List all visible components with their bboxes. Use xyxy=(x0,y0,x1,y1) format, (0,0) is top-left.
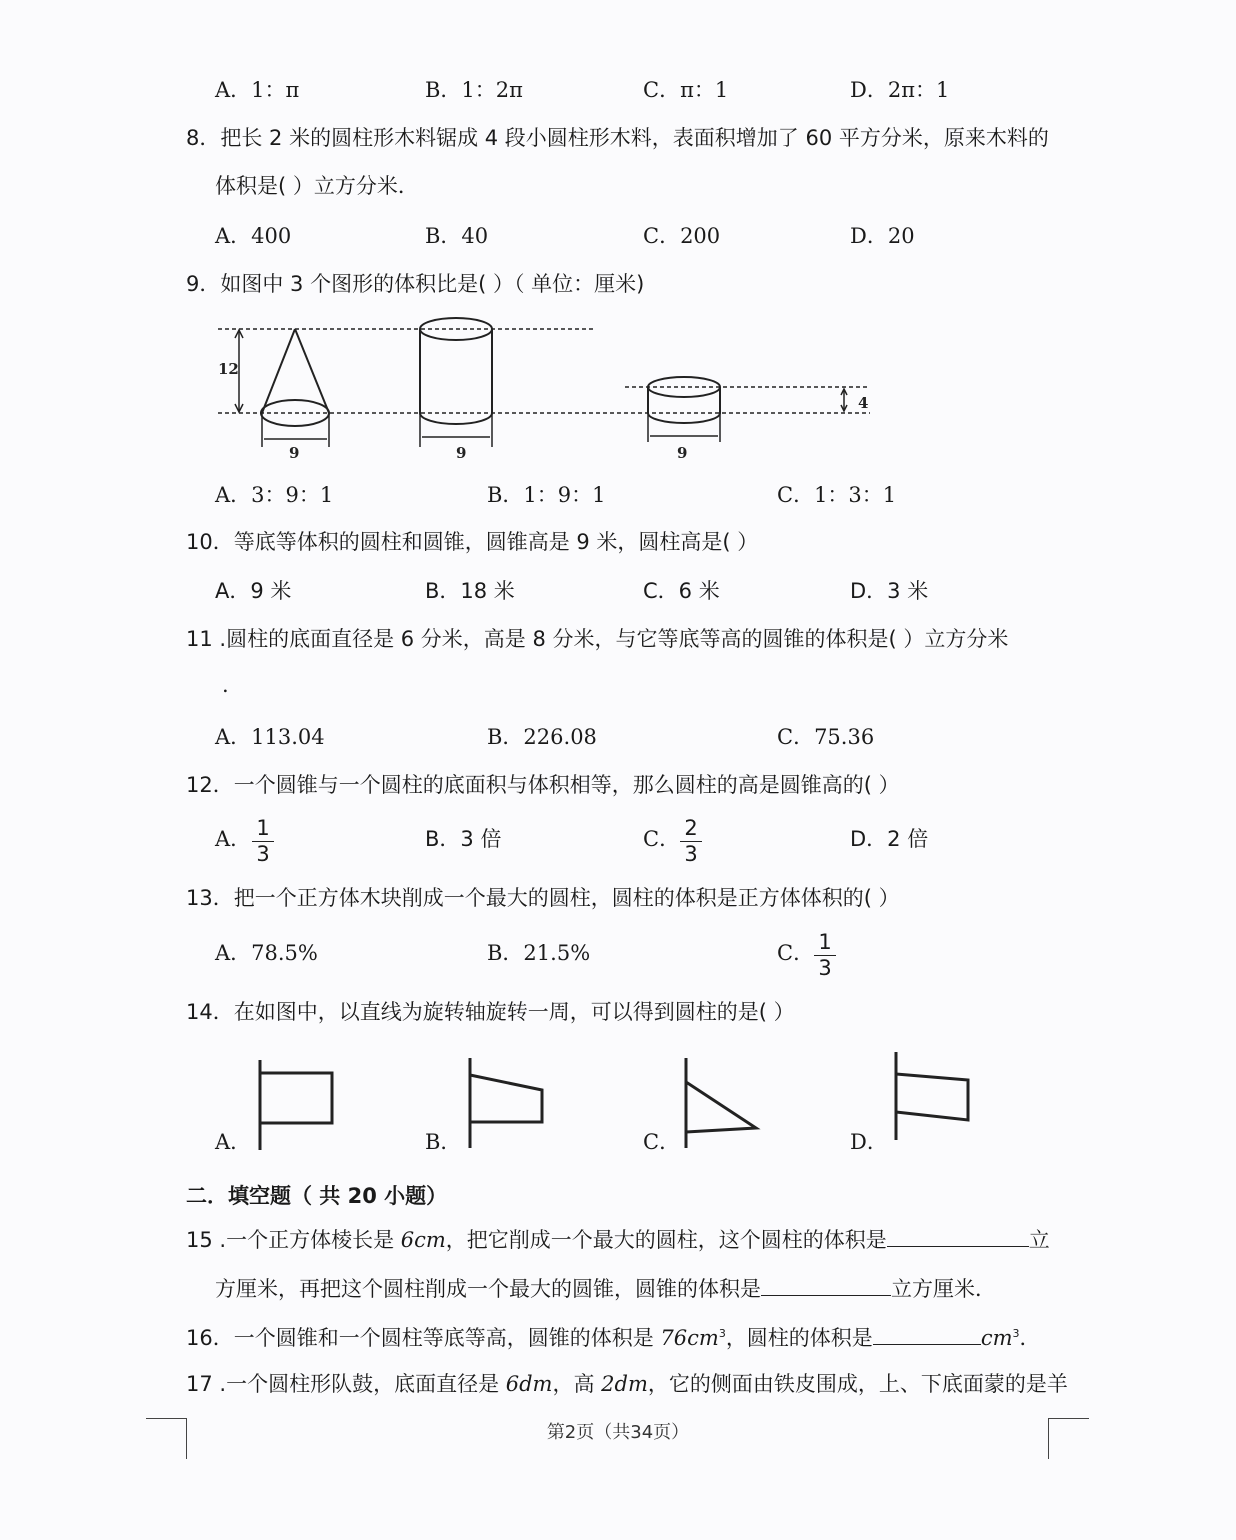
q14-option-d: D． xyxy=(850,1130,888,1154)
q15-blank-2[interactable] xyxy=(761,1277,891,1296)
q16-sup2: 3 xyxy=(1012,1327,1020,1340)
q13-option-a: A．78.5% xyxy=(215,941,318,965)
q14-option-b: B． xyxy=(425,1130,462,1154)
q9-option-a: A．3：9：1 xyxy=(215,483,334,507)
q17-v2: 2dm xyxy=(601,1372,648,1396)
q8-option-c: C．200 xyxy=(643,224,721,248)
q9-label-9a: 9 xyxy=(289,444,300,462)
q7-option-d: D．2π：1 xyxy=(850,78,950,102)
q16-a: 16．一个圆锥和一个圆柱等底等高，圆锥的体积是 xyxy=(186,1326,661,1350)
q16-sup1: 3 xyxy=(718,1327,726,1340)
q15-l1-c: 立 xyxy=(1028,1228,1050,1252)
q17-c: ，它的侧面由铁皮围成，上、下底面蒙的是羊 xyxy=(647,1372,1068,1396)
q9-label-9b: 9 xyxy=(456,444,467,462)
q8-option-b: B．40 xyxy=(425,224,489,248)
q16-c: ． xyxy=(1019,1326,1041,1350)
q15-l2-b: 立方厘米． xyxy=(891,1277,996,1301)
q13-stem: 13．把一个正方体木块削成一个最大的圆柱，圆柱的体积是正方体体积的( ） xyxy=(186,886,900,910)
q14-option-c: C． xyxy=(643,1130,681,1154)
q14-figure-c xyxy=(676,1050,766,1150)
q7-option-c: C．π：1 xyxy=(643,78,729,102)
q14-option-a: A． xyxy=(215,1130,252,1154)
q16-blank[interactable] xyxy=(873,1326,981,1345)
q13-c-numerator: 1 xyxy=(818,930,832,954)
q10-option-a: A．9 米 xyxy=(215,579,292,603)
q8-stem-line1: 8．把长 2 米的圆柱形木料锯成 4 段小圆柱形木料，表面积增加了 60 平方分米，原来木料的 xyxy=(186,126,1049,150)
q14-figure-a xyxy=(250,1055,340,1155)
q10-option-c: C．6 米 xyxy=(643,579,720,603)
q10-option-d: D．3 米 xyxy=(850,579,929,603)
q9-stem: 9．如图中 3 个图形的体积比是( ）（ 单位：厘米) xyxy=(186,272,645,296)
page-number: 第2页（共34页） xyxy=(546,1422,690,1443)
q14-stem: 14．在如图中，以直线为旋转轴旋转一周，可以得到圆柱的是( ） xyxy=(186,1000,795,1024)
q9-label-4: 4 xyxy=(858,394,869,412)
q15-blank-1[interactable] xyxy=(887,1228,1029,1247)
q11-stem-line1: 11 .圆柱的底面直径是 6 分米，高是 8 分米，与它等底等高的圆锥的体积是( ）立方分米 xyxy=(186,627,1009,651)
q16-line xyxy=(186,1326,1041,1349)
q9-figure xyxy=(210,312,890,472)
q7-option-a: A．1：π xyxy=(215,78,300,102)
q9-option-c: C．1：3：1 xyxy=(777,483,897,507)
q12-option-d: D．2 倍 xyxy=(850,827,929,851)
q13-option-b: B．21.5% xyxy=(487,941,591,965)
q14-figure-b xyxy=(460,1050,555,1150)
q8-stem-line2: 体积是( ）立方分米． xyxy=(215,174,419,198)
q8-option-d: D．20 xyxy=(850,224,915,248)
q12-c-denominator: 3 xyxy=(684,842,698,866)
q17-a: 17 .一个圆柱形队鼓，底面直径是 xyxy=(186,1372,506,1396)
q15-l2-a: 方厘米，再把这个圆柱削成一个最大的圆锥，圆锥的体积是 xyxy=(215,1277,761,1301)
q11-option-a: A．113.04 xyxy=(215,725,325,749)
q12-c-numerator: 2 xyxy=(684,816,698,840)
q7-option-b: B．1：2π xyxy=(425,78,523,102)
q15-l1-var: 6cm xyxy=(400,1228,446,1252)
q15-line1 xyxy=(186,1228,1050,1251)
q13-c-denominator: 3 xyxy=(818,956,832,980)
q11-option-c: C．75.36 xyxy=(777,725,875,749)
q17-b: ，高 xyxy=(552,1372,602,1396)
q12-option-b: B．3 倍 xyxy=(425,827,502,851)
q12-a-denominator: 3 xyxy=(256,842,270,866)
q16-b: ，圆柱的体积是 xyxy=(725,1326,873,1350)
q11-stem-line2: . xyxy=(222,673,229,697)
q16-v2: cm xyxy=(980,1326,1013,1350)
q10-stem: 10．等底等体积的圆柱和圆锥，圆锥高是 9 米，圆柱高是( ） xyxy=(186,530,759,554)
q15-l1-b: ，把它削成一个最大的圆柱，这个圆柱的体积是 xyxy=(445,1228,887,1252)
q9-label-12: 12 xyxy=(218,360,239,378)
q12-option-a-prefix: A． xyxy=(215,827,252,851)
q9-option-b: B．1：9：1 xyxy=(487,483,606,507)
q17-v1: 6dm xyxy=(505,1372,553,1396)
section-fill-in-title: 二．填空题（ 共 20 小题） xyxy=(186,1184,448,1208)
q15-line2 xyxy=(215,1277,996,1300)
q16-v1: 76cm xyxy=(660,1326,719,1350)
q12-stem: 12．一个圆锥与一个圆柱的底面积与体积相等，那么圆柱的高是圆锥高的( ） xyxy=(186,773,900,797)
q10-option-b: B．18 米 xyxy=(425,579,515,603)
q12-option-a-fraction xyxy=(252,818,274,865)
q9-label-9c: 9 xyxy=(677,444,688,462)
q15-l1-a: 15 .一个正方体棱长是 xyxy=(186,1228,401,1252)
q12-a-numerator: 1 xyxy=(256,816,270,840)
q13-option-c-fraction xyxy=(814,932,836,979)
q8-option-a: A．400 xyxy=(215,224,292,248)
q14-figure-d xyxy=(886,1048,981,1148)
q13-option-c-prefix: C． xyxy=(777,941,815,965)
q11-option-b: B．226.08 xyxy=(487,725,597,749)
q17-line xyxy=(186,1374,1068,1395)
q12-option-c-prefix: C． xyxy=(643,827,681,851)
q12-option-c-fraction xyxy=(680,818,702,865)
